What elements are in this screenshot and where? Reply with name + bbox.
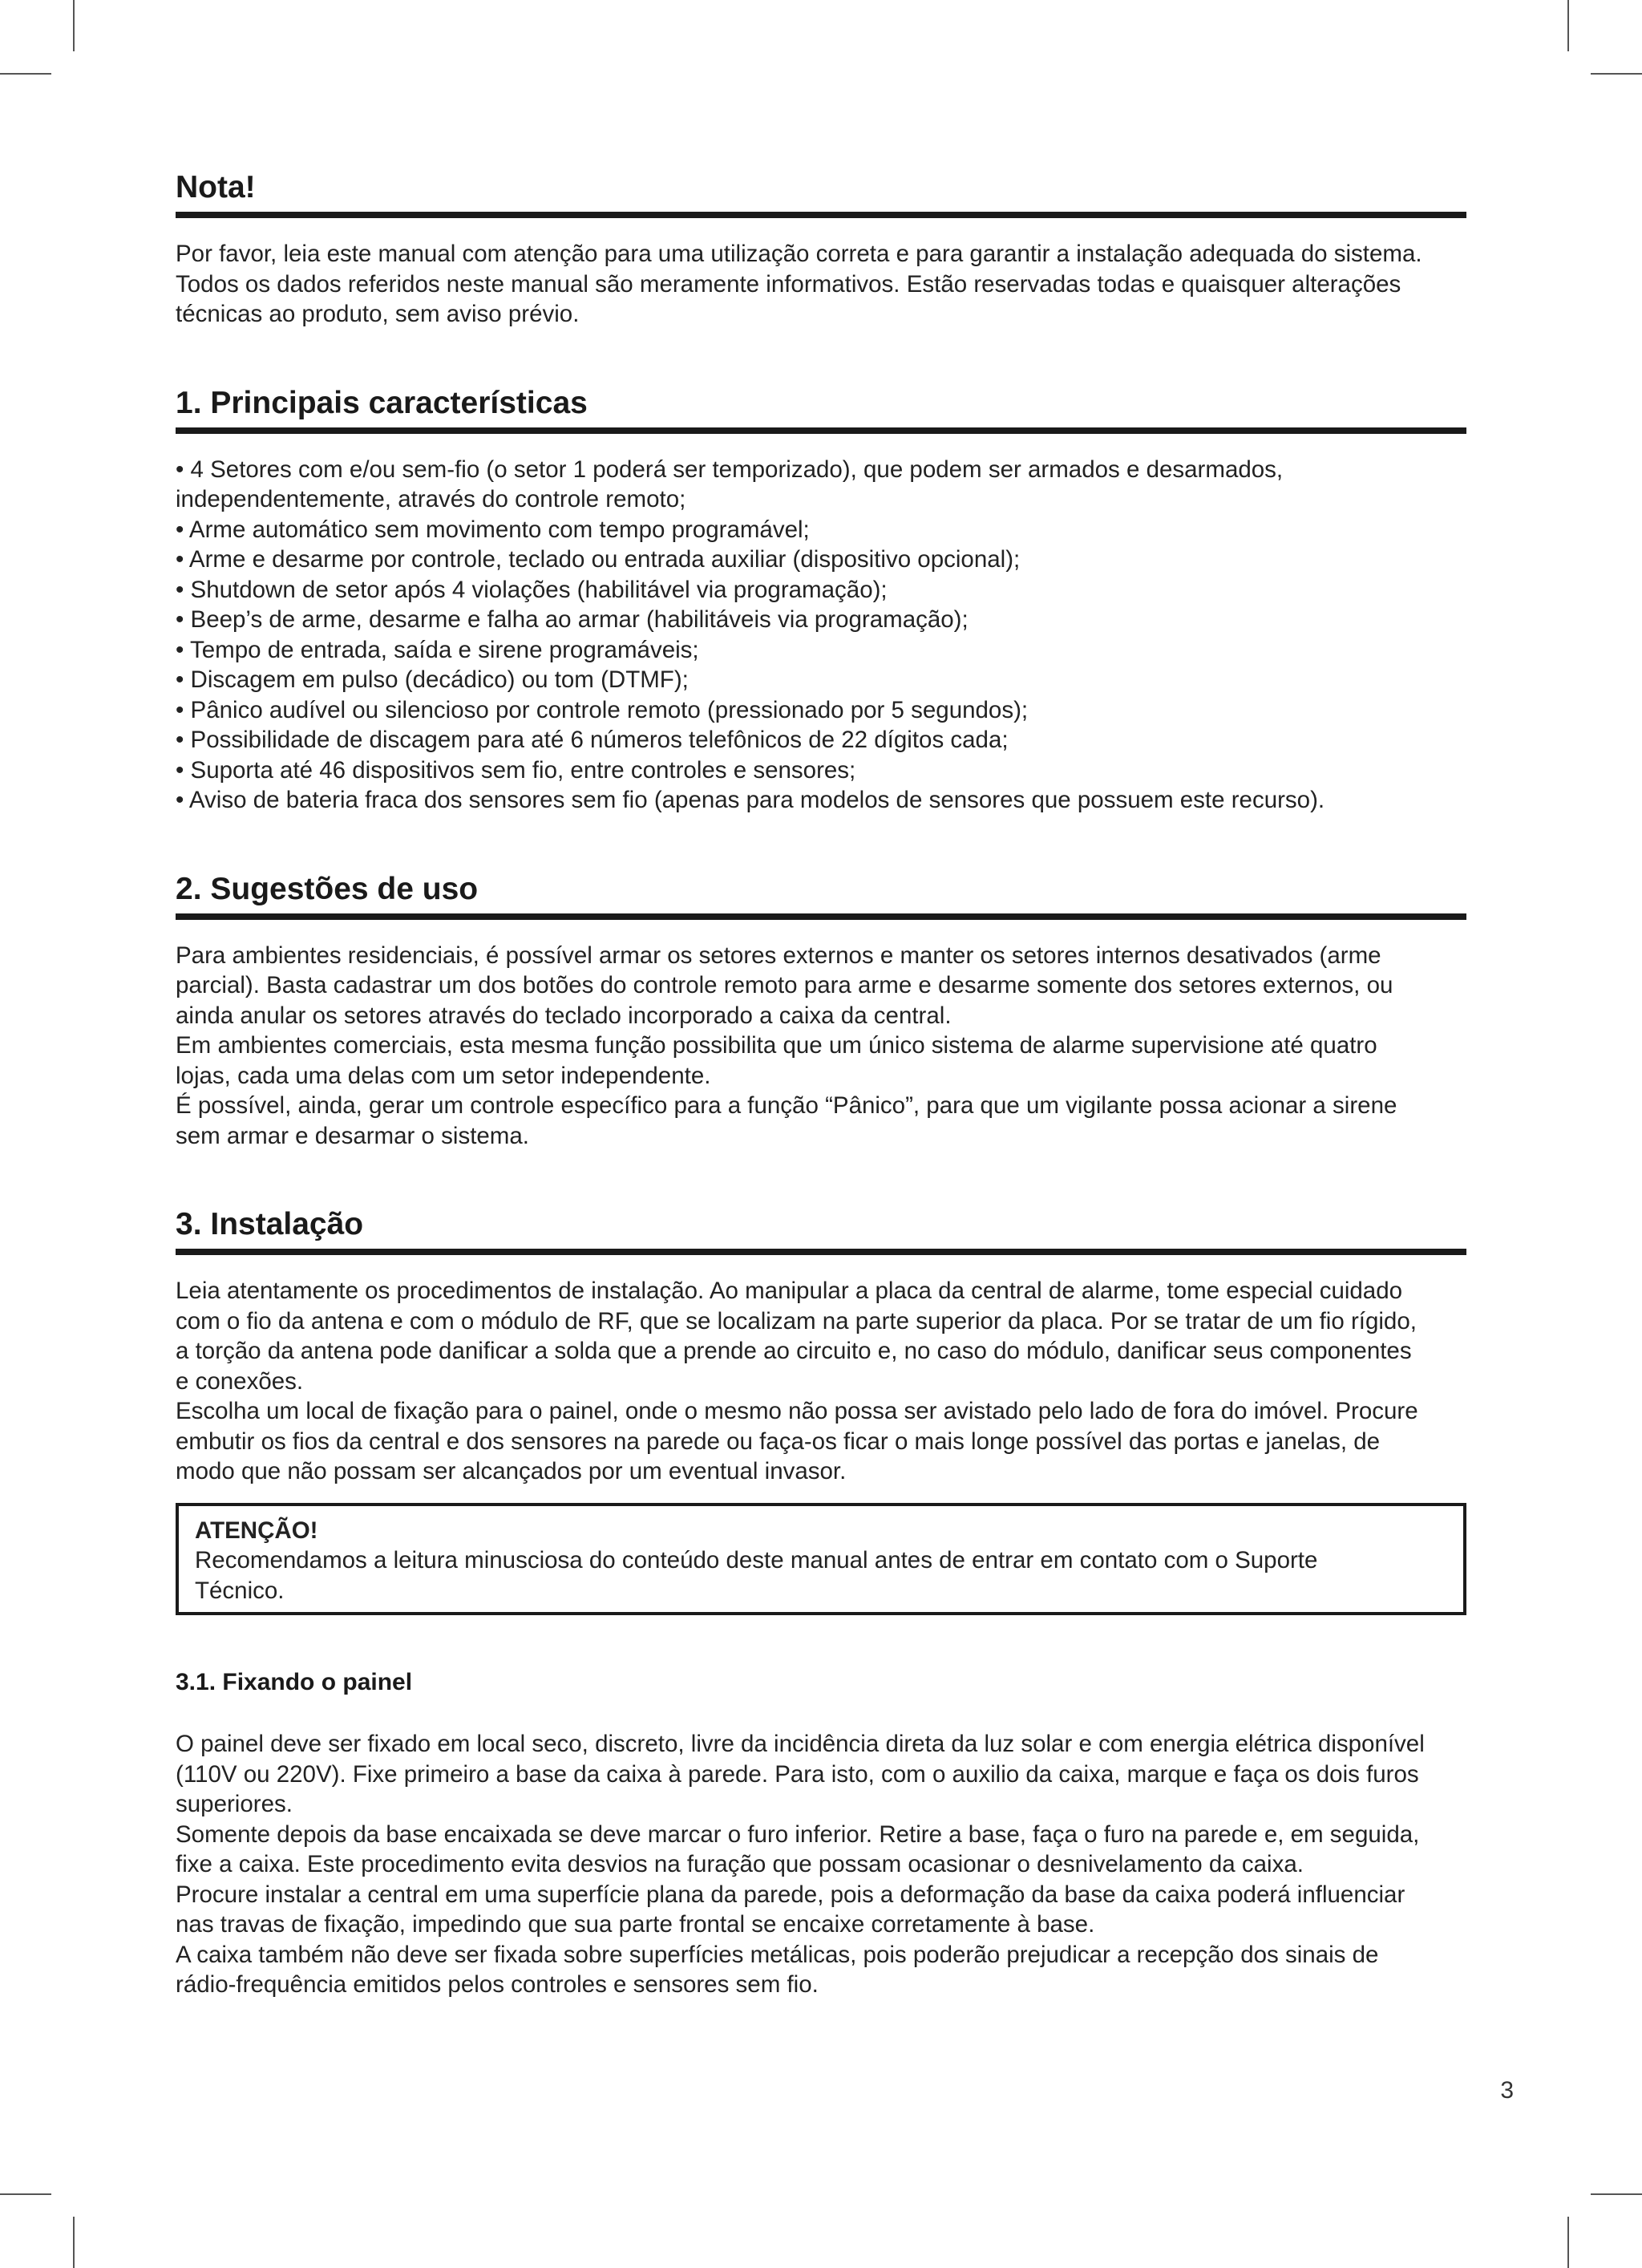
usage-title: 2. Sugestões de uso [176,871,479,906]
fixing-panel-title: 3.1. Fixando o painel [176,1669,413,1695]
feature-line: • Pânico audível ou silencioso por controle remoto (pressionado por 5 segundos); [176,696,1029,723]
fixing-panel-line: fixe a caixa. Este procedimento evita desvios na furação que possam ocasionar o desnivelamento da caixa. [176,1851,1304,1877]
features-rule [176,427,1466,434]
installation-line: Escolha um local de fixação para o painel, onde o mesmo não possa ser avistado pelo lado de fora do imóvel. Procure [176,1398,1418,1424]
fixing-panel-line: Somente depois da base encaixada se deve marcar o furo inferior. Retire a base, faça o furo na parede e, em seguida, [176,1820,1420,1848]
page-number: 3 [1500,2077,1514,2104]
crop-mark-bottom-right-horizontal [1591,2193,1642,2195]
crop-mark-top-left-vertical [73,0,75,51]
installation-line: e conexões. [176,1367,304,1395]
installation-line: com o fio da antena e com o módulo de RF, que se localizam na parte superior da placa. Por se tratar de um fio rígido, [176,1307,1417,1334]
fixing-panel-section [176,1668,1466,2000]
usage-line: Para ambientes residenciais, é possível armar os setores externos e manter os setores internos desativados (arme [176,942,1381,969]
usage-line: sem armar e desarmar o sistema. [176,1122,529,1149]
feature-line: • Tempo de entrada, saída e sirene programáveis; [176,636,699,663]
feature-line: • Arme automático sem movimento com tempo programável; [176,516,810,543]
fixing-panel-body [176,1729,1466,2000]
fixing-panel-line: (110V ou 220V). Fixe primeiro a base da caixa à parede. Para isto, com o auxilio da caixa, marque e faça os dois furos [176,1760,1419,1788]
feature-line: • Possibilidade de discagem para até 6 números telefônicos de 22 dígitos cada; [176,727,1009,753]
crop-mark-top-left-horizontal [0,73,51,75]
installation-body [176,1276,1466,1487]
usage-line: ainda anular os setores através do teclado incorporado a caixa da central. [176,1002,952,1029]
feature-line: • Aviso de bateria fraca dos sensores sem fio (apenas para modelos de sensores que possuem este recurso). [176,787,1325,813]
feature-line: • Discagem em pulso (decádico) ou tom (DTMF); [176,666,689,693]
usage-line: Em ambientes comerciais, esta mesma função possibilita que um único sistema de alarme supervisione até quatro [176,1032,1377,1059]
crop-mark-bottom-left-horizontal [0,2193,51,2195]
usage-rule [176,913,1466,920]
nota-rule [176,212,1466,218]
features-section [176,386,1466,816]
fixing-panel-line: O painel deve ser fixado em local seco, discreto, livre da incidência direta da luz solar e com energia elétrica disponível [176,1731,1425,1757]
crop-mark-top-right-horizontal [1591,73,1642,75]
attention-line: Técnico. [195,1577,285,1604]
nota-line: Todos os dados referidos neste manual são meramente informativos. Estão reservadas todas e quaisquer alterações [176,270,1401,298]
crop-mark-bottom-left-vertical [73,2217,75,2268]
attention-title: ATENÇÃO! [195,1517,318,1544]
usage-line: parcial). Basta cadastrar um dos botões do controle remoto para arme e desarme somente dos setores externos, ou [176,972,1393,998]
crop-mark-bottom-right-vertical [1567,2217,1569,2268]
feature-line: • Beep’s de arme, desarme e falha ao armar (habilitáveis via programação); [176,606,969,633]
fixing-panel-line: rádio-frequência emitidos pelos controles e sensores sem fio. [176,1971,819,1998]
fixing-panel-line: superiores. [176,1791,293,1817]
feature-line: • Suporta até 46 dispositivos sem fio, entre controles e sensores; [176,756,856,784]
page-content [176,170,1466,2000]
fixing-panel-line: nas travas de fixação, impedindo que sua parte frontal se encaixe corretamente à base. [176,1911,1095,1938]
installation-line: Leia atentamente os procedimentos de instalação. Ao manipular a placa da central de alarme, tome especial cuidado [176,1278,1403,1304]
features-title: 1. Principais características [176,385,588,420]
usage-body [176,941,1466,1152]
feature-line: independentemente, através do controle remoto; [176,486,686,512]
feature-line: • Arme e desarme por controle, teclado ou entrada auxiliar (dispositivo opcional); [176,546,1021,573]
attention-line: Recomendamos a leitura minusciosa do conteúdo deste manual antes de entrar em contato com o Suporte [195,1547,1318,1573]
nota-line: Por favor, leia este manual com atenção para uma utilização correta e para garantir a instalação adequada do sistema. [176,241,1422,267]
fixing-panel-line: Procure instalar a central em uma superfície plana da parede, pois a deformação da base da caixa poderá influenciar [176,1881,1405,1908]
installation-rule [176,1249,1466,1255]
nota-body [176,239,1466,330]
fixing-panel-line: A caixa também não deve ser fixada sobre superfícies metálicas, pois poderão prejudicar a recepção dos sinais de [176,1941,1379,1968]
features-list [176,455,1466,816]
nota-section [176,170,1466,330]
nota-line: técnicas ao produto, sem aviso prévio. [176,301,580,327]
feature-line: • 4 Setores com e/ou sem-fio (o setor 1 poderá ser temporizado), que podem ser armados e desarmados, [176,456,1284,483]
installation-section [176,1207,1466,1615]
installation-title: 3. Instalação [176,1207,364,1241]
installation-line: a torção da antena pode danificar a solda que a prende ao circuito e, no caso do módulo, danificar seus componentes [176,1338,1412,1364]
usage-section [176,872,1466,1152]
nota-title: Nota! [176,170,256,205]
crop-mark-top-right-vertical [1567,0,1569,51]
installation-line: modo que não possam ser alcançados por um eventual invasor. [176,1458,847,1484]
installation-line: embutir os fios da central e dos sensores na parede ou faça-os ficar o mais longe possível das portas e janelas, de [176,1428,1381,1455]
usage-line: É possível, ainda, gerar um controle específico para a função “Pânico”, para que um vigilante possa acionar a sirene [176,1092,1397,1119]
attention-box [176,1503,1466,1616]
feature-line: • Shutdown de setor após 4 violações (habilitável via programação); [176,576,888,603]
usage-line: lojas, cada uma delas com um setor independente. [176,1062,711,1089]
